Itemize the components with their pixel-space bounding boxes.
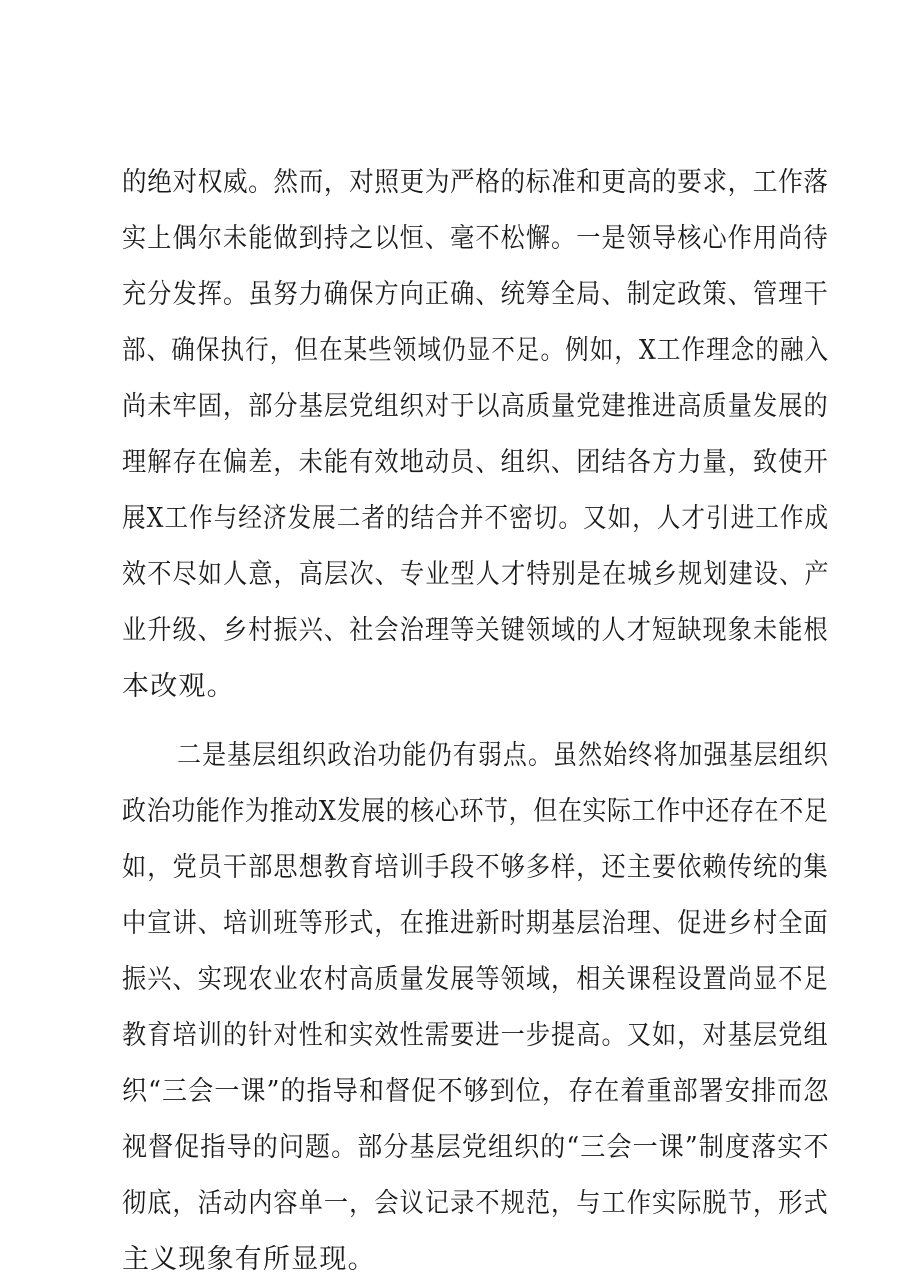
line-text: 业升级、乡村振兴、社会治理等关键领域的人才短缺现象未能根 [122, 615, 829, 646]
line-text: 政治功能作为推动X发展的核心环节，但在实际工作中还存在不足 [122, 796, 829, 827]
line-text: 视督促指导的问题。部分基层党组织的“三会一课”制度落实不 [122, 1132, 830, 1163]
paragraph-line [0, 1125, 909, 1171]
paragraph-line [0, 957, 909, 1003]
paragraph-line [0, 384, 909, 430]
line-text: 教育培训的针对性和实效性需要进一步提高。又如，对基层党组 [122, 1020, 829, 1051]
line-text: 理解存在偏差，未能有效地动员、组织、团结各方力量，致使开 [122, 447, 829, 478]
paragraph-line [0, 216, 909, 262]
paragraph-line [0, 1181, 909, 1227]
line-text: 本改观。 [122, 671, 235, 702]
paragraph-line [0, 733, 909, 779]
paragraph-line [0, 845, 909, 891]
line-text: 部、确保执行，但在某些领域仍显不足。例如，X工作理念的融入 [122, 335, 830, 366]
paragraph-line [0, 789, 909, 835]
line-text: 彻底，活动内容单一，会议记录不规范，与工作实际脱节，形式 [122, 1188, 829, 1219]
paragraph-line [0, 272, 909, 318]
paragraph-line [0, 496, 909, 542]
paragraph-line [0, 1237, 909, 1283]
paragraph-line [0, 1013, 909, 1059]
paragraph-line [0, 901, 909, 947]
line-text: 中宣讲、培训班等形式，在推进新时期基层治理、促进乡村全面 [122, 908, 829, 939]
line-text: 如，党员干部思想教育培训手段不够多样，还主要依赖传统的集 [122, 852, 829, 883]
line-text: 主义现象有所显现。 [122, 1244, 376, 1275]
line-text: 尚未牢固，部分基层党组织对于以高质量党建推进高质量发展的 [122, 391, 829, 422]
paragraph-line [0, 664, 909, 710]
line-text: 充分发挥。虽努力确保方向正确、统筹全局、制定政策、管理干 [122, 279, 829, 310]
paragraph-line [0, 160, 909, 206]
line-text: 效不尽如人意，高层次、专业型人才特别是在城乡规划建设、产 [122, 559, 830, 590]
paragraph-line [0, 440, 909, 486]
line-text: 实上偶尔未能做到持之以恒、毫不松懈。一是领导核心作用尚待 [122, 223, 829, 254]
paragraph-line [0, 608, 909, 654]
paragraph-line [0, 328, 909, 374]
line-text: 展X工作与经济发展二者的结合并不密切。又如，人才引进工作成 [122, 503, 830, 534]
paragraph-line [0, 1069, 909, 1115]
line-text: 振兴、实现农业农村高质量发展等领域，相关课程设置尚显不足 [122, 964, 829, 995]
line-text: 织“三会一课”的指导和督促不够到位，存在着重部署安排而忽 [122, 1076, 830, 1107]
paragraph-line [0, 552, 909, 598]
line-text: 二是基层组织政治功能仍有弱点。虽然始终将加强基层组织 [177, 740, 829, 771]
line-text: 的绝对权威。然而，对照更为严格的标准和更高的要求，工作落 [122, 167, 829, 198]
